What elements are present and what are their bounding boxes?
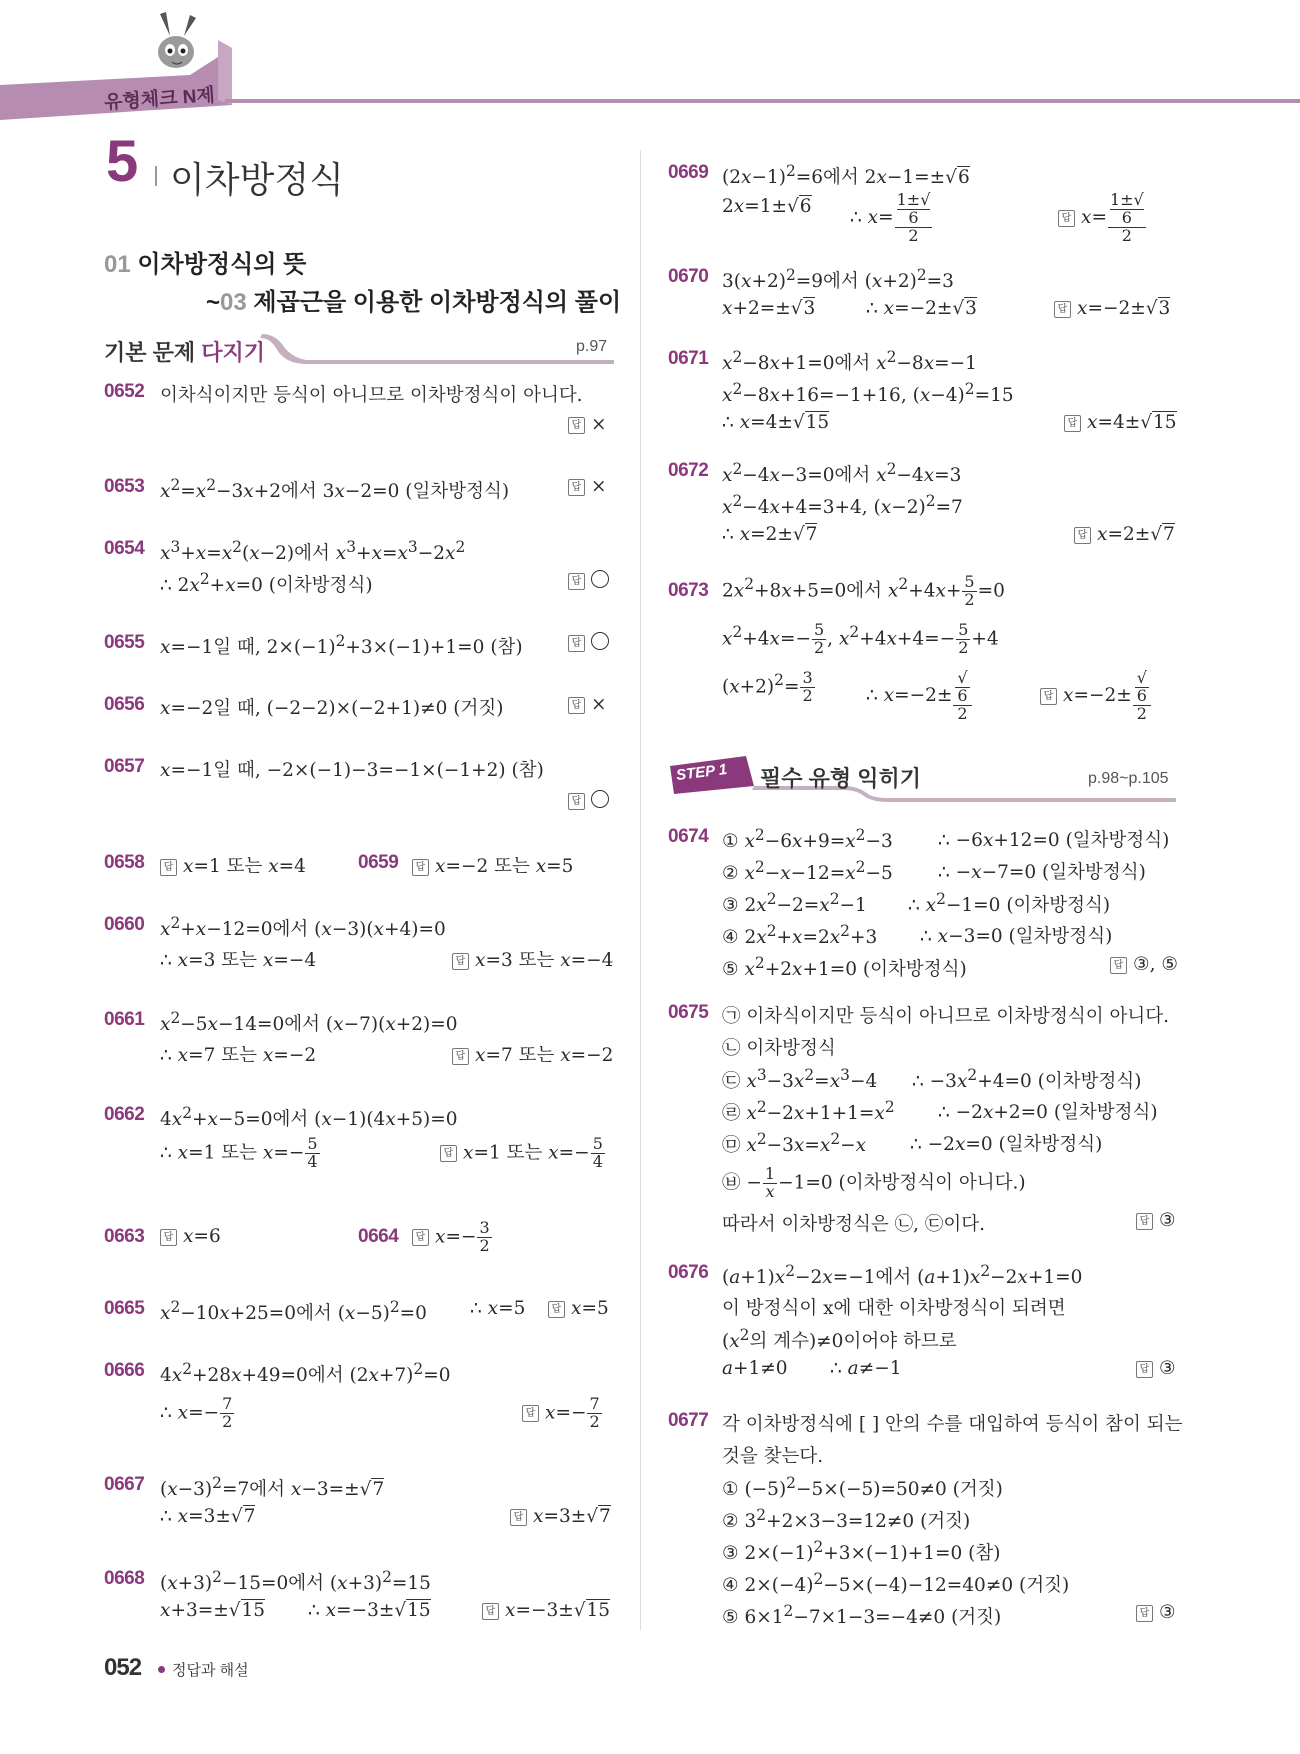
text-type: (이차방정식이 아니다.)	[838, 1172, 1026, 1194]
answer-0677	[1136, 1602, 1176, 1623]
text-eseo: 에서	[288, 1573, 325, 1595]
line-0674-4: ④ $2x^2+x=2x^2+3$	[722, 922, 878, 949]
line-0670-1: $3(x+2)^2=9$에서 $(x+2)^2=3$	[722, 266, 954, 293]
answer-mark: 답	[568, 479, 585, 496]
answer-0670: 답 x=−2±√3	[1054, 298, 1170, 319]
answer-0662: 답 x=1 또는 x=− $\frac{5}{4}$	[440, 1136, 606, 1171]
text-type: (일차방정식)	[998, 1134, 1103, 1155]
answer-0652-value: ×	[591, 414, 607, 435]
line-0672-3: ∴ x=2±√7	[722, 524, 818, 545]
fraction: $\frac{7}{2}$	[222, 1394, 233, 1431]
circle-icon	[591, 790, 609, 808]
line-0675-c2: ∴ $-3x^2+4=0$ (이차방정식)	[912, 1066, 1142, 1093]
fraction: 1±√ 6 2	[1109, 190, 1144, 245]
line-0677-i1: ① $(-5)^2-5\times(-5)=50\ne 0$ (거짓)	[722, 1474, 1003, 1501]
line-0675-e2: ∴ −2x=0 (일차방정식)	[910, 1134, 1103, 1155]
problem-number-0660: 0660	[104, 914, 145, 935]
problem-number-0666: 0666	[104, 1360, 145, 1381]
fraction: $\frac{3}{2}$	[479, 1218, 490, 1255]
answer-mark: 답	[1136, 1213, 1153, 1230]
section-num1: 01	[104, 251, 131, 278]
problem-number-0654: 0654	[104, 538, 145, 559]
section-title2: 제곱근을 이용한 이차방정식의 풀이	[253, 289, 622, 316]
answer-mark: 답	[568, 573, 585, 590]
answer-0654	[568, 570, 609, 591]
basic-label-2: 다지기	[201, 340, 266, 365]
text-or: 또는	[518, 950, 555, 971]
line-0669-3: ∴ x= 1±√ 6 2	[850, 190, 931, 245]
text-when: 일 때,	[213, 760, 261, 781]
line-0670-3: ∴ x=−2±√3	[866, 298, 977, 319]
circle-icon	[591, 632, 609, 650]
line-0677-2: 것을 찾는다.	[722, 1446, 824, 1467]
line-0669-1: $(2x-1)^2=6$에서 2x−1=±√6	[722, 162, 970, 189]
answer-0656	[568, 694, 607, 715]
problem-number-0673: 0673	[668, 580, 709, 601]
text-type: (이차방정식)	[1006, 895, 1111, 917]
text-false: (거짓)	[952, 1479, 1003, 1501]
text-or: 또는	[518, 1045, 555, 1066]
answer-0672: 답 x=2±√7	[1074, 524, 1175, 545]
answer-mark: 답	[1040, 688, 1057, 705]
line-0674-2b: ∴ −x−7=0 (일차방정식)	[938, 862, 1146, 883]
line-0675-c: ㉢ $x^3-3x^2=x^3-4$	[722, 1066, 878, 1093]
line-0661-2: ∴ x=7 또는 x=−2	[160, 1045, 317, 1066]
answer-0664: 답 x=− $\frac{3}{2}$	[412, 1220, 493, 1255]
answer-0665: 답 x=5	[548, 1298, 609, 1319]
line-0671-1: $x^2-8x+1=0$에서 $x^2-8x=-1$	[722, 348, 977, 375]
answer-mark: 답	[568, 635, 585, 652]
text-eseo: 에서	[834, 465, 871, 487]
answer-mark: 답	[160, 859, 177, 876]
line-0652-1: 이차식이지만 등식이 아니므로 이차방정식이 아니다.	[160, 385, 583, 406]
line-0676-5: ∴ a≠−1	[830, 1358, 902, 1379]
text-type: (일차방정식)	[1008, 926, 1113, 947]
text-eseo: 에서	[823, 271, 859, 293]
problem-number-0662: 0662	[104, 1104, 145, 1125]
answer-0663: 답 x=6	[160, 1226, 221, 1247]
answer-0669: 답 x= 1±√ 6 2	[1058, 192, 1147, 244]
line-0671-2: $x^2-8x+16=-1+16$, $(x-4)^2=15$	[722, 380, 1014, 407]
fraction: $\frac{3}{2}$	[802, 668, 813, 705]
text-type: (이차방정식)	[268, 575, 373, 597]
text-eseo: 에서	[284, 1014, 321, 1036]
answer-0658: 답 x=1 또는 x=4	[160, 852, 306, 878]
line-0677-i3: ③ $2\times(-1)^2+3\times(-1)+1=0$ (참)	[722, 1538, 1001, 1565]
circle-icon	[591, 570, 609, 588]
answer-mark: 답	[440, 1145, 457, 1162]
text-false: (거짓)	[951, 1607, 1002, 1629]
answer-mark: 답	[1058, 210, 1075, 227]
text-type: (이차방정식)	[1037, 1071, 1142, 1093]
answer-mark: 답	[1110, 957, 1127, 974]
problem-number-0667: 0667	[104, 1474, 145, 1495]
problem-number-0668: 0668	[104, 1568, 145, 1589]
text-a: 이차식이지만 등식이 아니므로 이차방정식이 아니다.	[746, 1006, 1169, 1027]
text-eseo: 에서	[272, 919, 309, 941]
line-0666-2: ∴ x=− $\frac{7}{2}$	[160, 1394, 233, 1431]
line-0666-1: $4x^2+28x+49=0$에서 $(2x+7)^2=0$	[160, 1360, 451, 1387]
text-eseo: 에서	[846, 580, 883, 602]
line-0654-1: $x^3+x=x^2(x-2)$에서 $x^3+x=x^3-2x^2$	[160, 538, 466, 565]
line-0673-2: $x^2+4x=-$ $\frac{5}{2}$ , $x^2+4x+4=-$ $\frac{5}{2}$ +4	[722, 620, 999, 657]
section-line1	[104, 244, 306, 279]
answer-0666: 답 x=− $\frac{7}{2}$	[522, 1396, 603, 1431]
line-0675-concl: 따라서 이차방정식은 ㉡, ㉢이다.	[722, 1214, 985, 1235]
line-0667-1: $(x-3)^2=7$에서 x−3=±√7	[160, 1474, 385, 1501]
line-0660-2: ∴ x=3 또는 x=−4	[160, 950, 317, 971]
text-when: 일 때,	[213, 637, 261, 659]
answer-0671: 답 x=4±√15	[1064, 412, 1177, 433]
fraction: $\frac{1}{x}$	[764, 1164, 776, 1201]
text-or: 또는	[506, 1142, 543, 1164]
section-num2: 03	[220, 289, 247, 316]
problem-number-0675: 0675	[668, 1002, 709, 1023]
line-0675-d2: ∴ −2x+2=0 (일차방정식)	[938, 1102, 1158, 1123]
problem-number-0672: 0672	[668, 460, 709, 481]
text-type: (일차방정식)	[405, 481, 510, 503]
answer-mark: 답	[1136, 1361, 1153, 1378]
answer-0668: 답 x=−3±√15	[482, 1600, 610, 1621]
text-false: (거짓)	[453, 698, 504, 719]
line-0667-2: ∴ x=3±√7	[160, 1506, 256, 1527]
line-0672-2: $x^2-4x+4=3+4$, $(x-2)^2=7$	[722, 492, 963, 519]
footer-dot	[158, 1666, 165, 1673]
line-0655-1: x=−1일 때, $2\times(-1)^2+3\times(-1)+1=0$ (참)	[160, 632, 523, 659]
text-eseo: 에서	[281, 481, 317, 503]
fraction: 1±√ 6 2	[896, 190, 931, 245]
line-0674-2: ② $x^2-x-12=x^2-5$	[722, 858, 893, 885]
fraction: $\frac{7}{2}$	[589, 1394, 600, 1431]
answer-mark: 답	[1074, 527, 1091, 544]
text-eseo: 에서	[823, 167, 859, 189]
answer-0661: 답 x=7 또는 x=−2	[452, 1041, 613, 1067]
problem-number-0656: 0656	[104, 694, 145, 715]
line-0675-d: ㉣ $x^2-2x+1+1=x^2$	[722, 1098, 895, 1125]
answer-0660: 답 x=3 또는 x=−4	[452, 946, 613, 972]
line-0657-1: x=−1일 때, −2×(−1)−3=−1×(−1+2) (참)	[160, 760, 544, 781]
answer-0652	[568, 414, 607, 435]
problem-number-0677: 0677	[668, 1410, 709, 1431]
line-0672-1: $x^2-4x-3=0$에서 $x^2-4x=3$	[722, 460, 962, 487]
header-band	[0, 0, 1300, 130]
line-0653-1: $x^2=x^2-3x+2$에서 3x−2=0 (일차방정식)	[160, 476, 510, 503]
text-type: (일차방정식)	[1053, 1102, 1158, 1123]
text-coef: 의 계수)≠0이어야 하므로	[749, 1331, 957, 1353]
chapter-divider	[155, 166, 157, 186]
step1-badge: STEP 1	[675, 760, 728, 785]
line-0674-1: ① $x^2-6x+9=x^2-3$	[722, 826, 893, 853]
text-or: 또는	[494, 856, 530, 877]
line-0669-2: 2x=1±√6	[722, 196, 812, 217]
answer-0657	[568, 790, 609, 811]
text-true: (참)	[490, 637, 523, 659]
answer-mark: 답	[510, 1509, 527, 1526]
header-badge: 유형체크 N제	[103, 85, 216, 114]
problem-number-0665: 0665	[104, 1298, 145, 1319]
fraction: √ 6 2	[953, 670, 971, 722]
answer-0655	[568, 632, 609, 653]
line-0661-1: $x^2-5x-14=0$에서 (x−7)(x+2)=0	[160, 1009, 458, 1036]
text-type: (일차방정식)	[1042, 862, 1146, 883]
problem-number-0664: 0664	[358, 1226, 399, 1247]
line-0673-1: $2x^2+8x+5=0$에서 $x^2+4x+$ $\frac{5}{2}$ =0	[722, 572, 1005, 609]
answer-mark: 답	[482, 1603, 499, 1620]
section-title1: 이차방정식의 뜻	[137, 251, 307, 278]
answer-mark: 답	[568, 417, 585, 434]
answer-0653-value: ×	[591, 476, 607, 497]
line-0668-1: $(x+3)^2-15=0$에서 $(x+3)^2=15$	[160, 1568, 431, 1595]
line-0676-2: 이 방정식이 x에 대한 이차방정식이 되려면	[722, 1298, 1066, 1319]
answer-0675-value: ③	[1159, 1210, 1176, 1231]
answer-mark: 답	[412, 1229, 429, 1246]
line-0676-4: a+1≠0	[722, 1358, 788, 1379]
text-eseo: 에서	[296, 1303, 332, 1325]
line-0662-1: $4x^2+x-5=0$에서 (x−1)(4x+5)=0	[160, 1104, 458, 1131]
answer-mark: 답	[412, 859, 429, 876]
fraction: $\frac{5}{4}$	[592, 1134, 603, 1171]
text-b: 이차방정식	[746, 1038, 836, 1059]
fraction: $\frac{5}{4}$	[307, 1134, 318, 1171]
answer-0677-value: ③	[1159, 1602, 1176, 1623]
problem-number-0674: 0674	[668, 826, 709, 847]
line-0665-2: ∴ x=5	[470, 1298, 526, 1319]
answer-mark: 답	[452, 953, 469, 970]
text-false: (거짓)	[920, 1511, 971, 1533]
basic-page: p.97	[576, 338, 608, 355]
line-0674-1b: ∴ −6x+12=0 (일차방정식)	[938, 830, 1170, 851]
text-when: 일 때,	[213, 698, 261, 719]
problem-number-0652: 0652	[104, 381, 145, 402]
problem-number-0676: 0676	[668, 1262, 709, 1283]
problem-number-0671: 0671	[668, 348, 709, 369]
answer-0667: 답 x=3±√7	[510, 1506, 611, 1527]
problem-number-0661: 0661	[104, 1009, 145, 1030]
answer-0676-value: ③	[1159, 1358, 1176, 1379]
line-0675-f: ㉥ − $\frac{1}{x}$ −1=0 (이차방정식이 아니다.)	[722, 1164, 1026, 1201]
text-eseo: 에서	[249, 1479, 285, 1501]
text-type: (이차방정식)	[862, 959, 967, 981]
line-0675-b: ㉡ 이차방정식	[722, 1038, 836, 1059]
line-0674-3: ③ $2x^2-2=x^2-1$	[722, 890, 867, 917]
answer-mark: 답	[452, 1048, 469, 1065]
line-0675-a: ㉠ 이차식이지만 등식이 아니므로 이차방정식이 아니다.	[722, 1006, 1169, 1027]
line-0676-1: $(a+1)x^2-2x=-1$에서 $(a+1)x^2-2x+1=0$	[722, 1262, 1083, 1289]
text-or: 또는	[226, 856, 263, 877]
line-0671-3: ∴ x=4±√15	[722, 412, 830, 433]
line-0675-e: ㉤ $x^2-3x=x^2-x$	[722, 1130, 867, 1157]
text-eseo: 에서	[272, 1109, 309, 1131]
problem-number-0657: 0657	[104, 756, 145, 777]
column-divider	[640, 150, 641, 1630]
text-eseo: 에서	[834, 353, 871, 375]
basic-label	[104, 336, 265, 367]
text-eseo: 에서	[307, 1365, 344, 1387]
text-true: (참)	[968, 1543, 1001, 1565]
answer-0656-value: ×	[591, 694, 607, 715]
line-0677-i4: ④ $2\times(-4)^2-5\times(-4)-12=40\ne 0$ (거짓)	[722, 1570, 1070, 1597]
line-0662-2: ∴ x=1 또는 x=− $\frac{5}{4}$	[160, 1134, 318, 1171]
fraction: $\frac{5}{2}$	[813, 620, 825, 657]
answer-0674	[1110, 954, 1178, 975]
line-0676-3: ($x^2$의 계수)≠0이어야 하므로	[722, 1326, 957, 1353]
line-0656-1: x=−2일 때, (−2−2)×(−2+1)≠0 (거짓)	[160, 698, 504, 719]
step1-title: 필수 유형 익히기	[760, 766, 921, 791]
answer-0676	[1136, 1358, 1176, 1379]
line-0677-i5: ⑤ $6\times 1^2-7\times 1-3=-4\ne 0$ (거짓)	[722, 1602, 1002, 1629]
text-true: (참)	[511, 760, 544, 781]
line-0670-2: x+2=±√3	[722, 298, 816, 319]
line-0677-1: 각 이차방정식에 [ ] 안의 수를 대입하여 등식이 참이 되는	[722, 1414, 1183, 1435]
line-0654-2: ∴ $2x^2+x=0$ (이차방정식)	[160, 570, 373, 597]
footer-page-number: 052	[104, 1654, 142, 1681]
line-0668-3: ∴ x=−3±√15	[308, 1600, 431, 1621]
line-0660-1: $x^2+x-12=0$에서 (x−3)(x+4)=0	[160, 914, 446, 941]
line-0674-5: ⑤ $x^2+2x+1=0$ (이차방정식)	[722, 954, 967, 981]
answer-0653	[568, 476, 607, 497]
text-or: 또는	[221, 1045, 257, 1066]
answer-mark: 답	[548, 1301, 565, 1318]
line-0668-2: x+3=±√15	[160, 1600, 266, 1621]
problem-number-0670: 0670	[668, 266, 709, 287]
text-eseo: 에서	[875, 1267, 912, 1289]
basic-label-1: 기본 문제	[104, 340, 196, 365]
footer-text: 정답과 해설	[172, 1662, 249, 1679]
line-0674-3b: ∴ $x^2-1=0$ (이차방정식)	[908, 890, 1111, 917]
section-line2	[206, 282, 621, 317]
answer-0675	[1136, 1210, 1176, 1231]
text-false: (거짓)	[1018, 1575, 1070, 1597]
line-0674-4b: ∴ x−3=0 (일차방정식)	[920, 926, 1113, 947]
line-0677-i2: ② $3^2+2\times 3-3=12\ne 0$ (거짓)	[722, 1506, 971, 1533]
line-0673-4: ∴ x=−2± √ 6 2	[866, 670, 973, 722]
problem-number-0659: 0659	[358, 852, 399, 873]
problem-number-0658: 0658	[104, 852, 145, 873]
fraction: $\frac{5}{2}$	[964, 572, 975, 609]
fraction: $\frac{5}{2}$	[958, 620, 969, 657]
answer-0673: 답 x=−2± √ 6 2	[1040, 670, 1152, 722]
answer-mark: 답	[1054, 301, 1071, 318]
answer-mark: 답	[1136, 1605, 1153, 1622]
chapter-title: 이차방정식	[170, 159, 344, 200]
answer-0674-value: ③, ⑤	[1133, 954, 1178, 975]
problem-number-0653: 0653	[104, 476, 145, 497]
problem-number-0669: 0669	[668, 162, 709, 183]
answer-mark: 답	[522, 1405, 539, 1422]
problem-number-0655: 0655	[104, 632, 145, 653]
problem-number-0663: 0663	[104, 1226, 145, 1247]
section-tilde: ~	[206, 289, 221, 316]
text-or: 또는	[221, 950, 257, 971]
answer-mark: 답	[568, 793, 585, 810]
answer-mark: 답	[160, 1229, 177, 1246]
answer-mark: 답	[1064, 415, 1081, 432]
line-0665-1: $x^2-10x+25=0$에서 $(x-5)^2=0$	[160, 1298, 427, 1325]
text-eseo: 에서	[294, 543, 330, 565]
text-or: 또는	[221, 1142, 257, 1164]
answer-0659: 답 x=−2 또는 x=5	[412, 852, 573, 878]
answer-mark: 답	[568, 697, 585, 714]
step1-pages: p.98~p.105	[1088, 770, 1169, 787]
chapter-number: 5	[106, 129, 139, 194]
fraction: √ 6 2	[1133, 670, 1151, 722]
text-type: (일차방정식)	[1065, 830, 1170, 851]
line-0673-3: $(x+2)^2=$ $\frac{3}{2}$	[722, 668, 813, 705]
